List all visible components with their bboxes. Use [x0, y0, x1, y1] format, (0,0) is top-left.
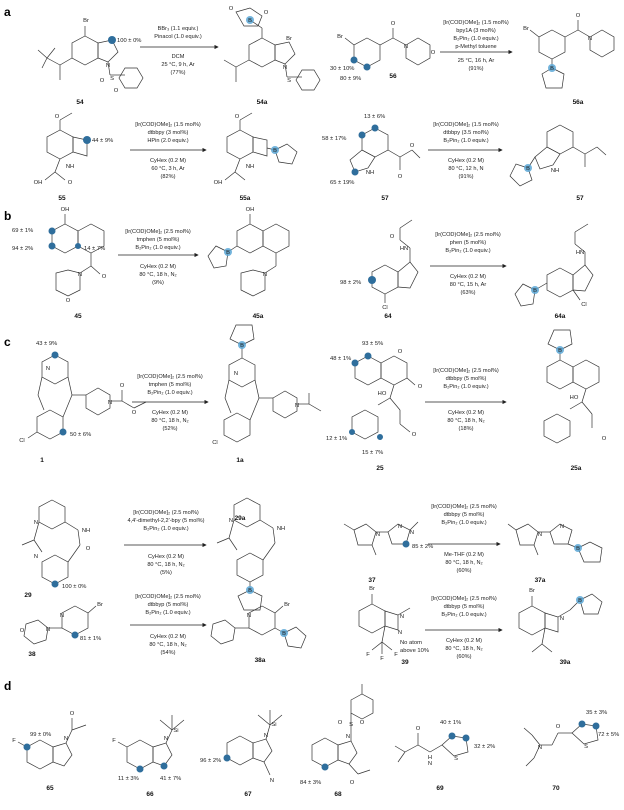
- condition-text: [Ir(COD)OMe]₂ (2.5 mol%): [135, 594, 201, 600]
- condition-text: 80 °C, 18 h, N₂: [445, 646, 483, 652]
- condition-text: dtbbpy (3.5 mol%): [443, 130, 489, 136]
- site-label: 32 ± 2%: [474, 744, 496, 750]
- atom-label: O: [263, 10, 269, 16]
- molecule-39: [359, 586, 429, 666]
- condition-text: dtbbyp (5 mol%): [443, 604, 485, 610]
- conditions-56: [443, 20, 509, 72]
- atom-label: B: [240, 343, 244, 349]
- molecule-56a: [523, 13, 614, 106]
- compound-label: 39: [401, 659, 409, 666]
- condition-text: HPin (2.0 equiv.): [147, 138, 189, 144]
- atom-label: Cl: [581, 302, 587, 308]
- atom-label: O: [337, 720, 343, 726]
- atom-label: N: [63, 736, 69, 742]
- compound-label: 39a: [559, 659, 571, 666]
- atom-label: F: [112, 738, 116, 744]
- site-label: 80 ± 9%: [340, 76, 362, 82]
- compound-label: 64: [384, 313, 392, 320]
- condition-text: [Ir(COD)OMe]₂ (1.5 mol%): [443, 20, 509, 26]
- site-label: 43 ± 9%: [36, 341, 58, 347]
- atom-label: B: [533, 288, 537, 294]
- atom-label: N: [375, 532, 381, 538]
- compound-label: 1: [40, 457, 44, 464]
- condition-text: 25 °C, 9 h, Ar: [161, 62, 195, 68]
- condition-text: tmphen (5 mol%): [136, 237, 180, 243]
- condition-text: 4,4′-dimethyl-2,2′-bpy (5 mol%): [127, 518, 205, 524]
- condition-text: dtbbyp (5 mol%): [147, 602, 189, 608]
- atom-label: O: [397, 174, 403, 180]
- condition-text: B₂Pin₂ (1.0 equiv.): [443, 384, 489, 390]
- atom-label: N: [345, 734, 351, 740]
- condition-text: Me-THF (0.2 M): [444, 552, 484, 558]
- atom-label: N: [33, 554, 39, 560]
- atom-label: Cl: [19, 438, 25, 444]
- atom-label: HO: [377, 391, 387, 397]
- compound-label: 64a: [554, 313, 566, 320]
- site-label: No atom: [400, 640, 422, 646]
- condition-text: B₂Pin₂ (1.0 equiv.): [143, 526, 189, 532]
- atom-label: N: [262, 272, 268, 278]
- site-label: 94 ± 2%: [12, 246, 34, 252]
- site-label: 81 ± 1%: [80, 636, 102, 642]
- compound-label: 55: [58, 195, 66, 202]
- conditions-57: [433, 122, 499, 180]
- condition-text: 80 °C, 18 h, N₂: [139, 272, 177, 278]
- compound-label: 66: [146, 791, 154, 798]
- condition-text: bpy1A (3 mol%): [456, 28, 496, 34]
- atom-label: N: [397, 630, 403, 636]
- atom-label: Br: [83, 18, 89, 24]
- molecule-57: [322, 114, 420, 202]
- atom-label: O: [99, 78, 105, 84]
- condition-text: [Ir(COD)OMe]₂ (2.5 mol%): [137, 374, 203, 380]
- compound-label: 38: [28, 651, 36, 658]
- site-label: 12 ± 1%: [326, 436, 348, 442]
- condition-text: (60%): [456, 568, 472, 574]
- atom-label: OH: [245, 207, 255, 213]
- condition-text: CyHex (0.2 M): [151, 410, 189, 416]
- atom-label: N: [163, 736, 169, 742]
- atom-label: OH: [60, 207, 70, 213]
- condition-text: (9%): [152, 280, 164, 286]
- condition-text: (63%): [460, 290, 476, 296]
- atom-label: O: [349, 780, 355, 786]
- atom-label: O: [411, 432, 417, 438]
- atom-label: NH: [81, 528, 91, 534]
- panel-label-c: c: [4, 335, 11, 349]
- site-label: 98 ± 2%: [340, 280, 362, 286]
- condition-text: [Ir(COD)OMe]₂ (1.5 mol%): [135, 122, 201, 128]
- atom-label: B: [226, 250, 230, 256]
- condition-text: phen (5 mol%): [449, 240, 487, 246]
- atom-label: Br: [337, 34, 343, 40]
- atom-label: B: [273, 148, 277, 154]
- atom-label: H: [427, 755, 433, 761]
- molecule-39a: [519, 588, 602, 666]
- panel-label-d: d: [4, 679, 12, 693]
- atom-label: O: [575, 13, 581, 19]
- atom-label: N: [45, 627, 51, 633]
- atom-label: NH: [65, 164, 75, 170]
- atom-label: B: [550, 66, 554, 72]
- molecule-57-product: [510, 125, 606, 202]
- atom-label: N: [263, 733, 269, 739]
- condition-text: (91%): [458, 174, 474, 180]
- atom-label: O: [409, 143, 415, 149]
- atom-label: O: [390, 21, 396, 27]
- molecule-25: [326, 341, 423, 472]
- atom-label: N: [107, 400, 113, 406]
- condition-text: [Ir(COD)OMe]₂ (2.5 mol%): [433, 368, 499, 374]
- molecule-25a: [544, 330, 607, 472]
- atom-label: B: [526, 166, 530, 172]
- condition-text: B₂Pin₂ (1.0 equiv.): [135, 245, 181, 251]
- panel-label-a: a: [4, 5, 11, 19]
- compound-label: 67: [244, 791, 252, 798]
- condition-text: CyHex (0.2 M): [149, 634, 187, 640]
- atom-label: S: [349, 722, 353, 728]
- atom-label: NH: [365, 170, 375, 176]
- molecule-37: [344, 522, 433, 584]
- molecule-29a: [217, 498, 285, 610]
- condition-text: B₂Pin₂ (1.0 equiv.): [453, 36, 499, 42]
- molecule-1: [19, 341, 146, 464]
- condition-text: BBr₃ (1.1 equiv.): [157, 26, 199, 32]
- molecule-38: [20, 602, 103, 658]
- compound-label: 56: [389, 73, 397, 80]
- condition-text: [Ir(COD)OMe]₂ (2.5 mol%): [431, 504, 497, 510]
- site-label: 65 ± 19%: [330, 180, 355, 186]
- atom-label: O: [65, 298, 71, 304]
- compound-label: 57: [381, 195, 389, 202]
- compound-label: 38a: [254, 657, 266, 664]
- atom-label: O: [101, 274, 107, 280]
- compound-label: 29a: [234, 515, 246, 522]
- atom-label: S: [584, 744, 588, 750]
- condition-text: dtbbpy (5 mol%): [443, 512, 485, 518]
- atom-label: HO: [569, 395, 579, 401]
- site-label: above 10%: [400, 648, 430, 654]
- conditions-37: [431, 504, 497, 574]
- condition-text: B₂Pin₂ (1.0 equiv.): [147, 390, 193, 396]
- condition-text: [Ir(COD)OMe]₂ (2.5 mol%): [431, 596, 497, 602]
- molecule-55a: [214, 113, 297, 202]
- molecule-45a: [208, 207, 289, 320]
- compound-label: 54a: [256, 99, 268, 106]
- conditions-29: [127, 510, 204, 576]
- condition-text: B₂Pin₂ (1.0 equiv.): [441, 520, 487, 526]
- site-label: 14 ± 7%: [84, 246, 106, 252]
- site-label: 85 ± 2%: [412, 544, 434, 550]
- compound-label: 55a: [239, 195, 251, 202]
- atom-label: B: [576, 546, 580, 552]
- atom-label: OH: [33, 180, 43, 186]
- atom-label: N: [246, 613, 252, 619]
- atom-label: N: [282, 65, 288, 71]
- condition-text: (91%): [468, 66, 484, 72]
- atom-label: O: [555, 724, 561, 730]
- condition-text: CyHex (0.2 M): [447, 410, 485, 416]
- compound-label: 70: [552, 785, 560, 792]
- molecule-69: [395, 720, 495, 792]
- atom-label: O: [19, 628, 25, 634]
- atom-label: B: [248, 588, 252, 594]
- conditions-54: [154, 26, 202, 76]
- atom-label: O: [228, 6, 234, 12]
- atom-label: S: [454, 756, 458, 762]
- atom-label: F: [394, 652, 398, 658]
- condition-text: [Ir(COD)OMe]₂ (2.5 mol%): [435, 232, 501, 238]
- atom-label: N: [33, 520, 39, 526]
- condition-text: (5%): [160, 570, 172, 576]
- panel-label-b: b: [4, 209, 12, 223]
- compound-label: 56a: [572, 99, 584, 106]
- condition-text: CyHex (0.2 M): [447, 158, 485, 164]
- conditions-25: [433, 368, 499, 432]
- atom-label: N: [294, 403, 300, 409]
- condition-text: dtbbpy (5 mol%): [445, 376, 487, 382]
- atom-label: N: [228, 518, 234, 524]
- condition-text: (54%): [160, 650, 176, 656]
- atom-label: F: [366, 652, 370, 658]
- condition-text: (77%): [170, 70, 186, 76]
- molecule-70: [524, 710, 619, 792]
- atom-label: B: [248, 18, 252, 24]
- atom-label: Br: [97, 602, 103, 608]
- condition-text: 60 °C, 3 h, Ar: [151, 166, 185, 172]
- atom-label: N: [409, 530, 415, 536]
- atom-label: Cl: [212, 440, 218, 446]
- atom-label: HN: [575, 250, 585, 256]
- conditions-1: [137, 374, 203, 432]
- condition-text: Pinacol (1.0 equiv.): [154, 34, 202, 40]
- atom-label: O: [234, 114, 240, 120]
- site-label: 30 ± 10%: [330, 66, 355, 72]
- molecule-54: [38, 18, 143, 106]
- atom-label: N: [427, 761, 433, 767]
- conditions-45: [125, 229, 191, 286]
- site-label: 15 ± 7%: [362, 450, 384, 456]
- molecule-54a: [224, 6, 320, 106]
- condition-text: CyHex (0.2 M): [147, 554, 185, 560]
- compound-label: 37a: [534, 577, 546, 584]
- atom-label: HN: [399, 246, 409, 252]
- atom-label: Br: [523, 26, 529, 32]
- atom-label: O: [430, 50, 436, 56]
- molecule-64: [340, 220, 418, 320]
- atom-label: N: [403, 44, 409, 50]
- site-label: 41 ± 7%: [160, 776, 182, 782]
- atom-label: O: [69, 711, 75, 717]
- site-label: 50 ± 6%: [70, 432, 92, 438]
- condition-text: tmphen (5 mol%): [148, 382, 192, 388]
- molecule-67: [200, 710, 282, 798]
- site-label: 84 ± 3%: [300, 780, 322, 786]
- condition-text: 80 °C, 18 h, N₂: [151, 418, 189, 424]
- atom-label: O: [85, 546, 91, 552]
- atom-label: O: [54, 114, 60, 120]
- condition-text: B₂Pin₂ (1.0 equiv.): [445, 248, 491, 254]
- compound-label: 1a: [236, 457, 244, 464]
- site-label: 11 ± 3%: [118, 776, 139, 782]
- molecule-55: [34, 113, 114, 202]
- condition-text: CyHex (0.2 M): [449, 274, 487, 280]
- atom-label: F: [380, 656, 384, 662]
- molecule-68: [300, 684, 373, 798]
- molecule-66: [112, 715, 184, 798]
- molecule-64a: [515, 224, 593, 320]
- condition-text: 80 °C, 18 h, N₂: [147, 562, 185, 568]
- site-label: 99 ± 0%: [30, 732, 52, 738]
- atom-label: N: [399, 614, 405, 620]
- atom-label: O: [131, 410, 137, 416]
- atom-label: O: [397, 349, 403, 355]
- compound-label: 54: [76, 99, 84, 106]
- site-label: 48 ± 1%: [330, 356, 352, 362]
- atom-label: N: [105, 63, 111, 69]
- molecule-37a: [508, 524, 602, 584]
- condition-text: 80 °C, 12 h, N: [448, 166, 484, 172]
- atom-label: N: [559, 524, 565, 530]
- compound-label: 65: [46, 785, 54, 792]
- molecule-65: [12, 711, 86, 792]
- atom-label: B: [558, 348, 562, 354]
- condition-text: [Ir(COD)OMe]₂ (1.5 mol%): [433, 122, 499, 128]
- atom-label: O: [67, 180, 73, 186]
- compound-label: 69: [436, 785, 444, 792]
- compound-label: 25: [376, 465, 384, 472]
- atom-label: B: [282, 631, 286, 637]
- condition-text: 80 °C, 18 h, N₂: [149, 642, 187, 648]
- compound-label: 29: [24, 592, 32, 599]
- site-label: 72 ± 5%: [598, 732, 620, 738]
- atom-label: NH: [276, 526, 286, 532]
- atom-label: OH: [213, 180, 223, 186]
- compound-label: 57: [576, 195, 584, 202]
- compound-label: 25a: [570, 465, 582, 472]
- atom-label: O: [359, 720, 365, 726]
- site-label: 100 ± 0%: [62, 584, 87, 590]
- atom-label: Br: [529, 588, 535, 594]
- atom-label: N: [587, 36, 593, 42]
- condition-text: B₂Pin₂ (1.0 equiv.): [441, 612, 487, 618]
- atom-label: NH: [245, 164, 255, 170]
- molecule-45: [12, 207, 107, 320]
- atom-label: O: [119, 383, 125, 389]
- atom-label: Cl: [382, 305, 388, 311]
- atom-label: N: [45, 366, 51, 372]
- site-label: 100 ± 0%: [117, 38, 142, 44]
- condition-text: CyHex (0.2 M): [445, 638, 483, 644]
- condition-text: (60%): [456, 654, 472, 660]
- atom-label: Si: [271, 722, 277, 728]
- atom-label: NH: [550, 168, 560, 174]
- atom-label: Si: [173, 728, 179, 734]
- conditions-55: [135, 122, 201, 180]
- site-label: 13 ± 6%: [364, 114, 386, 120]
- site-label: 69 ± 1%: [12, 228, 34, 234]
- atom-label: N: [59, 613, 65, 619]
- condition-text: (52%): [162, 426, 178, 432]
- atom-label: B: [578, 598, 582, 604]
- atom-label: F: [12, 738, 16, 744]
- atom-label: O: [415, 726, 421, 732]
- compound-label: 45: [74, 313, 82, 320]
- atom-label: S: [287, 78, 291, 84]
- site-label: 58 ± 17%: [322, 136, 347, 142]
- molecule-1a: [212, 325, 321, 464]
- molecule-56: [330, 21, 436, 82]
- condition-text: CyHex (0.2 M): [149, 158, 187, 164]
- site-label: 35 ± 3%: [586, 710, 608, 716]
- condition-text: (18%): [458, 426, 474, 432]
- site-label: 93 ± 5%: [362, 341, 384, 347]
- atom-label: Br: [286, 36, 292, 42]
- condition-text: 80 °C, 18 h, N₂: [447, 418, 485, 424]
- atom-label: Br: [284, 602, 290, 608]
- condition-text: CyHex (0.2 M): [139, 264, 177, 270]
- compound-label: 45a: [252, 313, 264, 320]
- compound-label: 68: [334, 791, 342, 798]
- condition-text: dtbbpy (3 mol%): [147, 130, 189, 136]
- atom-label: N: [269, 778, 275, 784]
- condition-text: B₂Pin₂ (1.0 equiv.): [443, 138, 489, 144]
- atom-label: O: [417, 384, 423, 390]
- condition-text: DCM: [171, 54, 185, 60]
- condition-text: (82%): [160, 174, 176, 180]
- atom-label: N: [537, 532, 543, 538]
- condition-text: [Ir(COD)OMe]₂ (2.5 mol%): [133, 510, 199, 516]
- condition-text: 25 °C, 16 h, Ar: [457, 58, 495, 64]
- molecule-29: [22, 500, 91, 599]
- conditions-64: [435, 232, 501, 296]
- atom-label: Br: [369, 586, 375, 592]
- atom-label: N: [559, 616, 565, 622]
- site-label: 44 ± 9%: [92, 138, 114, 144]
- condition-text: p-Methyl toluene: [455, 44, 497, 50]
- site-label: 40 ± 1%: [440, 720, 462, 726]
- atom-label: O: [389, 234, 395, 240]
- atom-label: O: [601, 436, 607, 442]
- condition-text: B₂Pin₂ (1.0 equiv.): [145, 610, 191, 616]
- condition-text: 80 °C, 18 h, N₂: [445, 560, 483, 566]
- site-label: 96 ± 2%: [200, 758, 222, 764]
- compound-label: 37: [368, 577, 376, 584]
- condition-text: 80 °C, 15 h, Ar: [449, 282, 487, 288]
- atom-label: N: [397, 524, 403, 530]
- atom-label: O: [113, 88, 119, 94]
- condition-text: [Ir(COD)OMe]₂ (2.5 mol%): [125, 229, 191, 235]
- atom-label: N: [537, 745, 543, 751]
- atom-label: N: [233, 371, 239, 377]
- conditions-39: [431, 596, 497, 660]
- atom-label: S: [110, 76, 114, 82]
- atom-label: N: [77, 272, 83, 278]
- molecule-38a: [211, 602, 306, 664]
